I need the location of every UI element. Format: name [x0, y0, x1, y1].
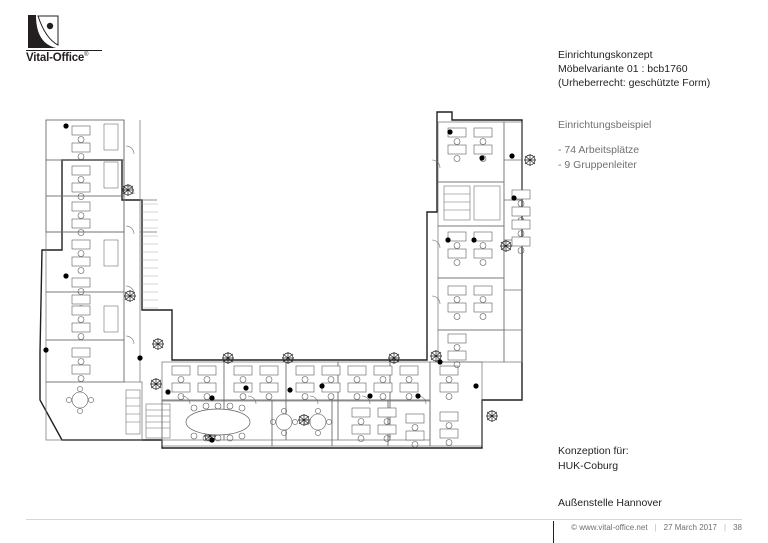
footer-page-number: 38 — [733, 523, 742, 532]
footer-copyright: © www.vital-office.net — [571, 523, 648, 532]
example-item-groupleaders: - 9 Gruppenleiter — [558, 159, 637, 171]
client-block — [558, 444, 758, 511]
title-line-3: (Urheberrecht: geschützte Form) — [558, 77, 711, 89]
footer-date: 27 March 2017 — [663, 523, 718, 532]
example-block — [558, 118, 758, 173]
logo — [26, 14, 104, 66]
office-floor-plan — [22, 100, 552, 460]
client-name: HUK-Coburg — [558, 460, 619, 472]
title-line-2: Möbelvariante 01 : bcb1760 — [558, 63, 688, 75]
footer-accent-bar — [553, 521, 554, 543]
client-label: Konzeption für: — [558, 445, 629, 457]
client-branch: Außenstelle Hannover — [558, 497, 662, 509]
floor-plan-drawing — [22, 100, 552, 460]
example-heading: Einrichtungsbeispiel — [558, 119, 652, 131]
logo-divider — [26, 50, 102, 51]
footer-divider — [26, 519, 742, 520]
footer-separator-1: | — [654, 523, 657, 532]
footer — [571, 523, 742, 532]
title-line-1: Einrichtungskonzept — [558, 49, 653, 61]
title-block — [558, 48, 758, 90]
logo-text: Vital-Office® — [26, 52, 89, 64]
example-item-workplaces: - 74 Arbeitsplätze — [558, 144, 640, 156]
registered-mark: ® — [84, 52, 89, 59]
vital-office-logo-icon — [26, 14, 60, 50]
footer-separator-2: | — [724, 523, 727, 532]
